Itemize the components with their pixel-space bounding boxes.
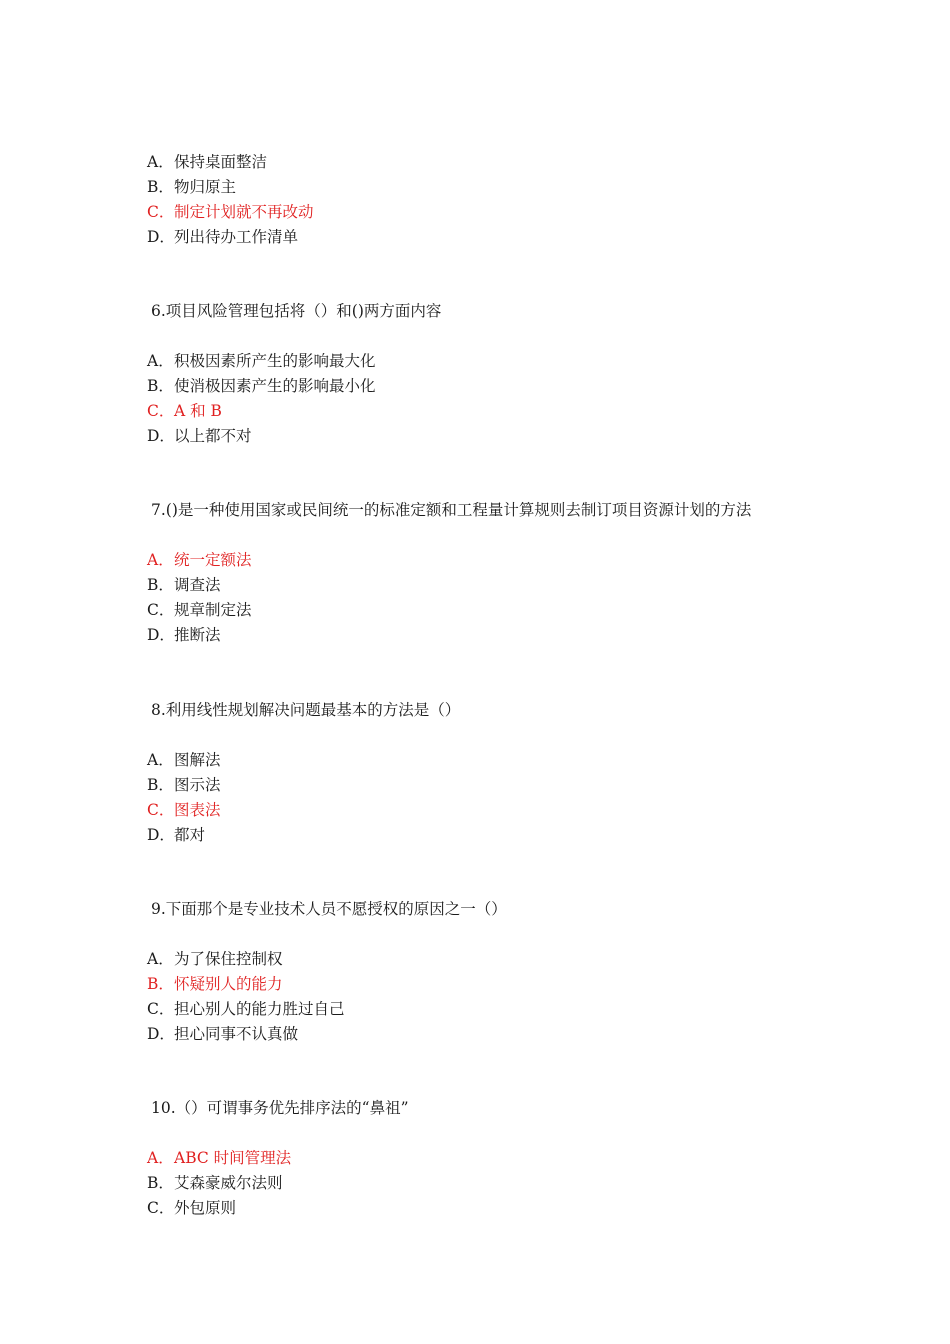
option-letter: A． — [147, 1149, 174, 1167]
option-letter: C． — [147, 1000, 175, 1018]
option-c — [147, 1198, 236, 1218]
option-text: 艾森豪威尔法则 — [174, 1174, 283, 1192]
option-text: 列出待办工作清单 — [174, 228, 299, 246]
option-letter: B． — [147, 178, 174, 196]
option-letter: A． — [147, 352, 174, 370]
option-a — [147, 750, 221, 770]
option-text: 制定计划就不再改动 — [174, 203, 314, 221]
option-text: 规章制定法 — [174, 601, 252, 619]
option-letter: D． — [147, 427, 175, 445]
question-text: 10.（）可谓事务优先排序法的“鼻祖” — [151, 1099, 409, 1117]
option-letter: B． — [147, 1174, 174, 1192]
option-b — [147, 575, 221, 595]
option-c-correct — [147, 202, 314, 222]
option-letter: B． — [147, 576, 174, 594]
option-c-correct — [147, 800, 221, 820]
option-a-correct — [147, 1148, 291, 1168]
option-text: 推断法 — [174, 626, 221, 644]
option-letter: D． — [147, 228, 175, 246]
option-b — [147, 775, 221, 795]
option-letter: A． — [147, 950, 174, 968]
option-letter: D． — [147, 1025, 175, 1043]
option-letter: C． — [147, 1199, 175, 1217]
option-d — [147, 1024, 298, 1044]
question-text: 8.利用线性规划解决问题最基本的方法是（） — [151, 701, 461, 719]
option-letter: B． — [147, 975, 174, 993]
option-d — [147, 227, 298, 247]
option-letter: C． — [147, 801, 175, 819]
option-letter: B． — [147, 377, 174, 395]
option-text: 图表法 — [174, 801, 221, 819]
option-text: 担心同事不认真做 — [174, 1025, 299, 1043]
option-d — [147, 426, 252, 446]
option-a — [147, 351, 376, 371]
option-b — [147, 177, 236, 197]
option-text: 担心别人的能力胜过自己 — [174, 1000, 345, 1018]
option-letter: C． — [147, 203, 175, 221]
option-text: 以上都不对 — [174, 427, 252, 445]
option-b — [147, 1173, 283, 1193]
question-text: 7.()是一种使用国家或民间统一的标准定额和工程量计算规则去制订项目资源计划的方法 — [151, 501, 752, 519]
option-text: 都对 — [174, 826, 206, 844]
option-text: A 和 B — [174, 402, 222, 420]
option-c-correct — [147, 401, 222, 421]
option-letter: A． — [147, 551, 174, 569]
option-letter: C． — [147, 601, 175, 619]
question-text: 9.下面那个是专业技术人员不愿授权的原因之一（） — [151, 900, 507, 918]
option-letter: B． — [147, 776, 174, 794]
option-a — [147, 949, 283, 969]
option-c — [147, 999, 345, 1019]
option-text: 图示法 — [174, 776, 221, 794]
option-text: 统一定额法 — [174, 551, 252, 569]
option-letter: C． — [147, 402, 175, 420]
option-letter: D． — [147, 826, 175, 844]
option-a — [147, 152, 267, 172]
option-d — [147, 825, 205, 845]
option-text: 保持桌面整洁 — [174, 153, 268, 171]
option-text: 外包原则 — [174, 1199, 237, 1217]
question-text: 6.项目风险管理包括将（）和()两方面内容 — [151, 302, 442, 320]
option-c — [147, 600, 252, 620]
option-text: 调查法 — [174, 576, 221, 594]
option-text: 图解法 — [174, 751, 221, 769]
option-letter: D． — [147, 626, 175, 644]
option-text: 物归原主 — [174, 178, 237, 196]
option-letter: A． — [147, 751, 174, 769]
option-text: ABC 时间管理法 — [174, 1149, 292, 1167]
option-text: 使消极因素产生的影响最小化 — [174, 377, 376, 395]
option-text: 怀疑别人的能力 — [174, 975, 283, 993]
option-b-correct — [147, 974, 283, 994]
option-text: 为了保住控制权 — [174, 950, 283, 968]
option-letter: A． — [147, 153, 174, 171]
option-text: 积极因素所产生的影响最大化 — [174, 352, 376, 370]
option-b — [147, 376, 376, 396]
option-d — [147, 625, 221, 645]
option-a-correct — [147, 550, 252, 570]
